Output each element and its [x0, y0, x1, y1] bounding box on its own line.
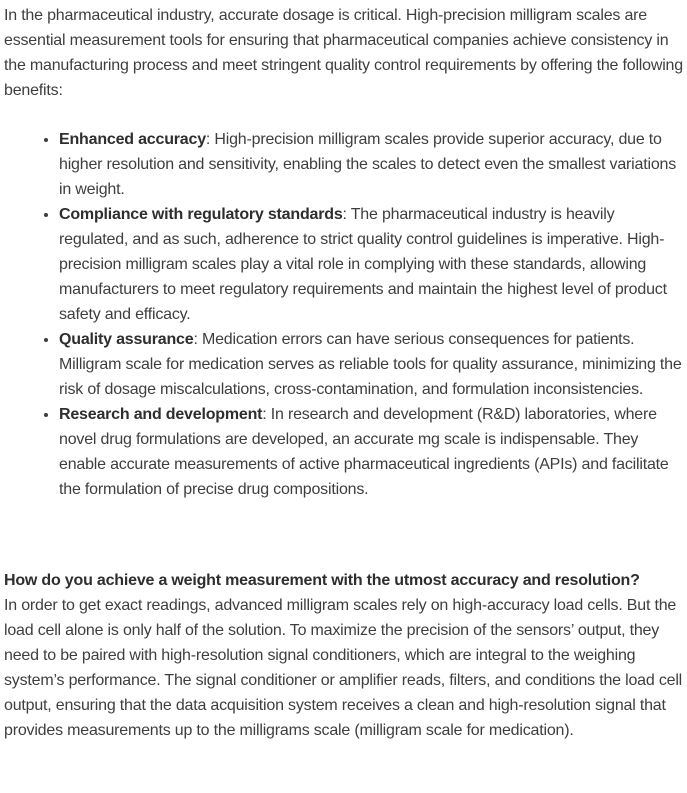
list-item: [59, 327, 685, 402]
bullet-text: : Medication errors can have serious consequences for patients. Milligram scale for medication serves as reliable tools for quality assurance, minimizing the risk of dosage miscalculations, cross-contamination, and formulation inconsistencies.: [59, 331, 682, 398]
answer-paragraph: In order to get exact readings, advanced milligram scales rely on high-accuracy load cells. But the load cell alone is only half of the solution. To maximize the precision of the sensors’ output, they need to be paired with high-resolution signal conditioners, which are integral to the weighing system’s performance. The signal conditioner or amplifier reads, filters, and conditions the load cell output, ensuring that the data acquisition system receives a clean and high-resolution signal that provides measurements up to the milligrams scale (milligram scale for medication).: [4, 597, 683, 739]
bullet-text: : In research and development (R&D) laboratories, where novel drug formulations are developed, an accurate mg scale is indispensable. They enable accurate measurements of active pharmaceutical ingredients (APIs) and facilitate the formulation of precise drug compositions.: [59, 406, 669, 498]
benefits-list: [4, 127, 685, 502]
bullet-lead-compliance: Compliance with regulatory standards: [59, 206, 343, 223]
bullet-lead-enhanced-accuracy: Enhanced accuracy: [59, 131, 206, 148]
bullet-lead-quality-assurance: Quality assurance: [59, 331, 194, 348]
list-item: [59, 202, 685, 327]
list-item: [59, 127, 685, 202]
list-item: [59, 402, 685, 502]
bullet-text: : The pharmaceutical industry is heavily regulated, and as such, adherence to strict quality control guidelines is imperative. High-precision milligram scales play a vital role in complying with these standards, allowing manufacturers to meet regulatory requirements and maintain the highest level of product safety and efficacy.: [59, 206, 667, 323]
bullet-lead-research-development: Research and development: [59, 406, 263, 423]
question-heading: How do you achieve a weight measurement with the utmost accuracy and resolution?: [4, 572, 640, 589]
intro-paragraph: In the pharmaceutical industry, accurate dosage is critical. High-precision milligram scales are essential measurement tools for ensuring that pharmaceutical companies achieve consistency in the manufacturing process and meet stringent quality control requirements by offering the following benefits:: [4, 7, 683, 99]
bullet-text: : High-precision milligram scales provide superior accuracy, due to higher resolution and sensitivity, enabling the scales to detect even the smallest variations in weight.: [59, 131, 677, 198]
